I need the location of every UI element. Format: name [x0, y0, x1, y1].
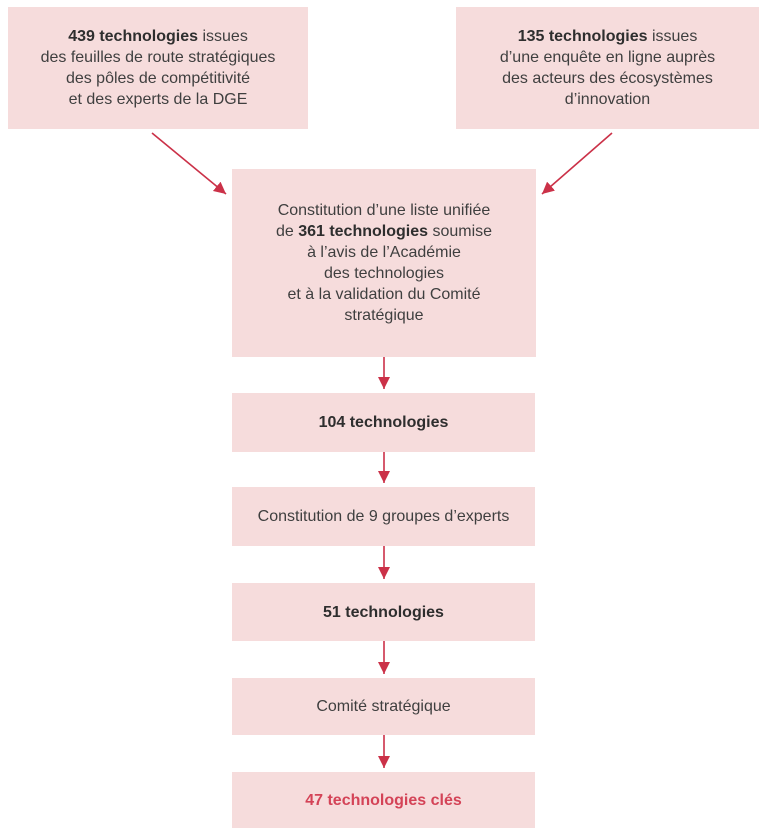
flow-box-51-technologies — [232, 583, 535, 641]
source-right-line: d’innovation — [564, 91, 651, 108]
flow-box-source-right — [456, 7, 759, 129]
arrow-left-to-unified — [152, 133, 226, 194]
source-left-line: et des experts de la DGE — [68, 91, 248, 108]
unified-list-line: et à la validation du Comité — [287, 286, 481, 303]
flow-box-47-key-technologies — [232, 772, 535, 828]
source-right-line: des acteurs des écosystèmes — [502, 70, 713, 87]
unified-list-line: stratégique — [344, 307, 424, 324]
step-104-line: 104 technologies — [318, 414, 449, 431]
flow-box-expert-groups — [232, 487, 535, 546]
unified-list-line: de 361 technologies soumise — [275, 223, 493, 240]
final-result-line: 47 technologies clés — [305, 791, 462, 809]
strategic-committee-line: Comité stratégique — [316, 698, 451, 715]
flow-box-unified-list — [232, 169, 536, 357]
unified-list-line: à l’avis de l’Académie — [307, 244, 461, 261]
source-right-line: 135 technologies issues — [517, 28, 698, 45]
step-51-line: 51 technologies — [323, 603, 444, 621]
unified-list-line: des technologies — [323, 265, 445, 282]
unified-list-line: Constitution d’une liste unifiée — [277, 202, 491, 219]
flow-box-104-technologies — [232, 393, 535, 452]
expert-groups-line: Constitution de 9 groupes d’experts — [257, 508, 510, 525]
source-left-line: 439 technologies issues — [68, 28, 248, 45]
source-left-line: des pôles de compétitivité — [65, 70, 251, 87]
flow-box-strategic-committee — [232, 678, 535, 735]
source-right-line: d’une enquête en ligne auprès — [499, 49, 716, 66]
arrow-right-to-unified — [542, 133, 612, 194]
flow-box-source-left — [8, 7, 308, 129]
source-left-line: des feuilles de route stratégiques — [40, 49, 276, 66]
